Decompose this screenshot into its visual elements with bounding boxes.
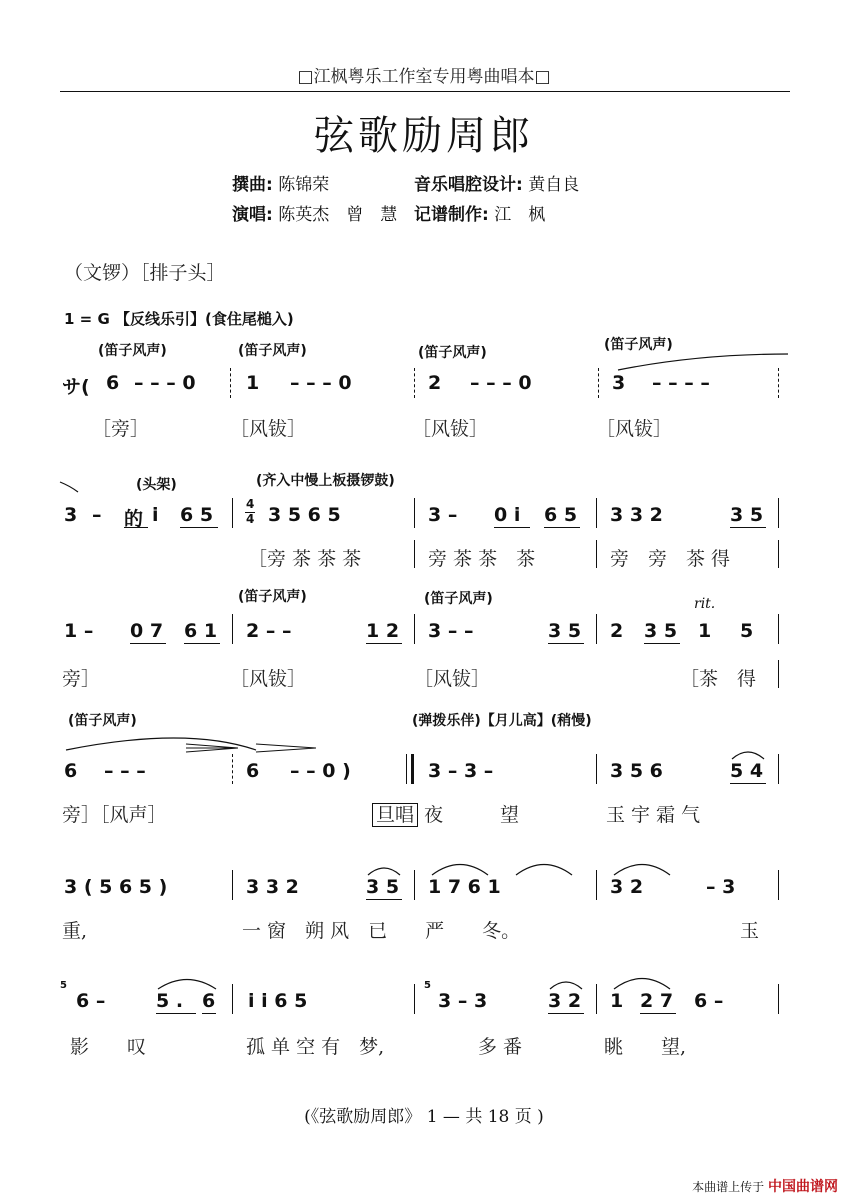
tie-arc bbox=[60, 480, 80, 494]
barline bbox=[232, 870, 233, 900]
cue-flute-6: (笛子风声) bbox=[424, 591, 493, 607]
slur-arc bbox=[612, 858, 672, 876]
underline bbox=[202, 1013, 216, 1014]
lyric: 孤 单 空 有 梦, bbox=[246, 1036, 385, 1058]
note: 6 bbox=[246, 760, 260, 782]
note-group: 3 5 6 bbox=[610, 760, 663, 782]
cue-plucked: (弹拨乐伴)【月儿高】(稍慢) bbox=[412, 713, 592, 729]
underline bbox=[548, 1013, 584, 1014]
lyric: 重, bbox=[62, 920, 88, 942]
lyric: ［风钹］ bbox=[412, 418, 489, 440]
underline bbox=[644, 643, 680, 644]
underline bbox=[184, 643, 220, 644]
underline bbox=[124, 527, 148, 528]
barline bbox=[778, 614, 779, 644]
barline bbox=[414, 984, 415, 1014]
note-group: 5 . bbox=[156, 990, 184, 1012]
barline bbox=[414, 498, 415, 528]
time-sig-bottom: 4 bbox=[246, 512, 255, 526]
note-group: – 3 bbox=[706, 876, 736, 898]
lyric: 夜 望 bbox=[424, 804, 520, 826]
barline bbox=[596, 870, 597, 900]
lyric: 旁］ bbox=[62, 668, 101, 690]
note-group: 3 ( 5 6 5 ) bbox=[64, 876, 168, 898]
lyric: 玉 宇 霜 气 bbox=[606, 804, 701, 826]
barline bbox=[414, 870, 415, 900]
cue-head-frame: (头架) bbox=[136, 477, 177, 493]
note-group: 6 – bbox=[76, 990, 106, 1012]
header-rule bbox=[60, 91, 790, 92]
barline bbox=[596, 540, 597, 568]
note-group: 1 2 bbox=[366, 620, 400, 642]
note-group: 1 – bbox=[64, 620, 94, 642]
barline bbox=[596, 498, 597, 528]
underline bbox=[548, 643, 584, 644]
note-group: 3 5 bbox=[730, 504, 764, 526]
underline bbox=[366, 899, 402, 900]
barline bbox=[778, 660, 779, 688]
cue-flute-7: (笛子风声) bbox=[68, 713, 137, 729]
barline bbox=[778, 984, 779, 1014]
dashed-barline bbox=[778, 368, 779, 398]
lyric: 旁 旁 茶 得 bbox=[610, 548, 731, 570]
note: 3 bbox=[64, 504, 78, 526]
note: 6 bbox=[202, 990, 216, 1012]
lyric: ［旁 茶 茶 茶 bbox=[248, 548, 362, 570]
barline bbox=[778, 870, 779, 900]
cue-flute-3: (笛子风声) bbox=[418, 345, 487, 361]
barline bbox=[778, 540, 779, 568]
free-meter-open: サ( bbox=[62, 376, 90, 398]
underline bbox=[544, 527, 580, 528]
cue-flute-4: (笛子风声) bbox=[604, 337, 673, 353]
dashed-barline bbox=[232, 754, 233, 784]
role-tag: 旦唱 bbox=[372, 803, 418, 827]
note: 2 bbox=[610, 620, 624, 642]
note-group: 0 i bbox=[494, 504, 521, 526]
note-group: 3 5 bbox=[548, 620, 582, 642]
underline bbox=[640, 1013, 676, 1014]
designer-credit: 音乐唱腔设计: 黄自良 bbox=[414, 175, 580, 195]
note-group: 6 5 bbox=[544, 504, 578, 526]
barline bbox=[414, 614, 415, 644]
note: 6 bbox=[106, 372, 120, 394]
underline bbox=[156, 1013, 196, 1014]
note: 6 bbox=[64, 760, 78, 782]
cue-percussion: (齐入中慢上板摄锣鼓) bbox=[256, 473, 395, 489]
note-group: – – – 0 bbox=[134, 372, 196, 394]
note-group: 3 5 bbox=[644, 620, 678, 642]
underline bbox=[366, 643, 402, 644]
note-group: – – 0 ) bbox=[290, 760, 351, 782]
underline bbox=[730, 527, 766, 528]
tie-arc bbox=[618, 352, 788, 372]
note-group: 3 – – bbox=[428, 620, 474, 642]
lyric: 影 叹 bbox=[70, 1036, 147, 1058]
barline bbox=[232, 498, 233, 528]
slur-arc bbox=[156, 974, 218, 990]
note: 1 bbox=[610, 990, 624, 1012]
note: 2 bbox=[428, 372, 442, 394]
note-group: 6 5 bbox=[180, 504, 214, 526]
ritardando-mark: rit. bbox=[694, 596, 716, 612]
lyric: 多 番 bbox=[478, 1036, 523, 1058]
lyric: 眺 望, bbox=[604, 1036, 687, 1058]
barline bbox=[596, 984, 597, 1014]
note-group: 3 – 3 – bbox=[428, 760, 494, 782]
lyric: ［风钹］ bbox=[596, 418, 673, 440]
cue-flute-5: (笛子风声) bbox=[238, 589, 307, 605]
role-label bbox=[372, 800, 418, 827]
slur-arc bbox=[366, 864, 402, 876]
note-group: i i 6 5 bbox=[248, 990, 308, 1012]
lyric: ［茶 得 bbox=[680, 668, 757, 690]
key-signature: 1 = G 【反线乐引】(食住尾槌入) bbox=[64, 310, 294, 328]
note: i bbox=[152, 504, 159, 526]
note-group: 3 2 bbox=[548, 990, 582, 1012]
note-group: – – – 0 bbox=[290, 372, 352, 394]
note-group: 1 7 6 1 bbox=[428, 876, 501, 898]
note-group: 2 – – bbox=[246, 620, 292, 642]
note-group: – – – 0 bbox=[470, 372, 532, 394]
composer-credit: 撰曲: 陈锦荣 bbox=[232, 175, 330, 195]
page-footer: (《弦歌励周郎》 1 — 共 18 页 ) bbox=[304, 1107, 544, 1127]
note-group: 3 – bbox=[428, 504, 458, 526]
lyric: 玉 bbox=[740, 920, 760, 942]
underline bbox=[180, 527, 218, 528]
note-group: 6 1 bbox=[184, 620, 218, 642]
grace-note: 5 bbox=[424, 980, 431, 991]
slur-arc bbox=[730, 748, 766, 760]
note: 1 bbox=[246, 372, 260, 394]
lyric: ［风钹］ bbox=[230, 418, 307, 440]
double-barline bbox=[406, 754, 414, 784]
site-logo: 中国曲谱网 bbox=[768, 1179, 838, 1195]
note-group: 3 5 bbox=[366, 876, 400, 898]
note: 5 bbox=[740, 620, 754, 642]
barline bbox=[414, 540, 415, 568]
lyric: ［风钹］ bbox=[230, 668, 307, 690]
underline bbox=[494, 527, 530, 528]
grace-note: 5 bbox=[60, 980, 67, 991]
note-group: 3 – 3 bbox=[438, 990, 488, 1012]
note-group: 3 3 2 bbox=[246, 876, 299, 898]
time-sig-top: 4 bbox=[246, 497, 255, 511]
barline bbox=[778, 498, 779, 528]
song-title: 弦歌励周郎 bbox=[314, 113, 534, 159]
dashed-barline bbox=[230, 368, 231, 398]
note-group: 5 4 bbox=[730, 760, 764, 782]
note-group: – – – bbox=[104, 760, 146, 782]
slur-arc bbox=[548, 978, 584, 990]
note-group: 3 3 2 bbox=[610, 504, 663, 526]
note-group: 6 – bbox=[694, 990, 724, 1012]
cue-flute-1: (笛子风声) bbox=[98, 343, 167, 359]
barline bbox=[596, 614, 597, 644]
slur-arc bbox=[514, 858, 574, 876]
barline bbox=[596, 754, 597, 784]
page-header: □江枫粤乐工作室专用粤曲唱本□ bbox=[297, 67, 551, 87]
intro-percussion: （文锣）［排子头］ bbox=[64, 262, 226, 284]
dashed-barline bbox=[598, 368, 599, 398]
upload-credit bbox=[692, 1176, 838, 1196]
note-group: 3 2 bbox=[610, 876, 644, 898]
singers-credit: 演唱: 陈英杰 曾 慧 bbox=[232, 205, 398, 225]
underline bbox=[730, 783, 766, 784]
note-group: – – – – bbox=[652, 372, 710, 394]
grace-word: 的 bbox=[124, 508, 144, 530]
barline bbox=[232, 984, 233, 1014]
lyric: ［风钹］ bbox=[414, 668, 491, 690]
barline bbox=[778, 754, 779, 784]
cue-flute-2: (笛子风声) bbox=[238, 343, 307, 359]
lyric: 旁］［风声］ bbox=[62, 804, 167, 826]
slur-arc bbox=[612, 972, 672, 990]
note: 3 bbox=[612, 372, 626, 394]
upload-text: 本曲谱上传于 bbox=[692, 1180, 765, 1194]
note-group: 0 7 bbox=[130, 620, 164, 642]
lyric: ［旁］ bbox=[92, 418, 150, 440]
lyric: 旁 茶 茶 茶 bbox=[428, 548, 536, 570]
barline bbox=[232, 614, 233, 644]
note-dash: – bbox=[92, 504, 102, 526]
notation-credit: 记谱制作: 江 枫 bbox=[414, 205, 546, 225]
note-group: 3 5 6 5 bbox=[268, 504, 341, 526]
lyric: 一 窗 朔 风 已 严 冬。 bbox=[242, 920, 521, 942]
note: 1 bbox=[698, 620, 712, 642]
note-group: 2 7 bbox=[640, 990, 674, 1012]
tie-arc bbox=[66, 730, 316, 754]
underline bbox=[130, 643, 166, 644]
slur-arc bbox=[430, 858, 490, 876]
dashed-barline bbox=[414, 368, 415, 398]
